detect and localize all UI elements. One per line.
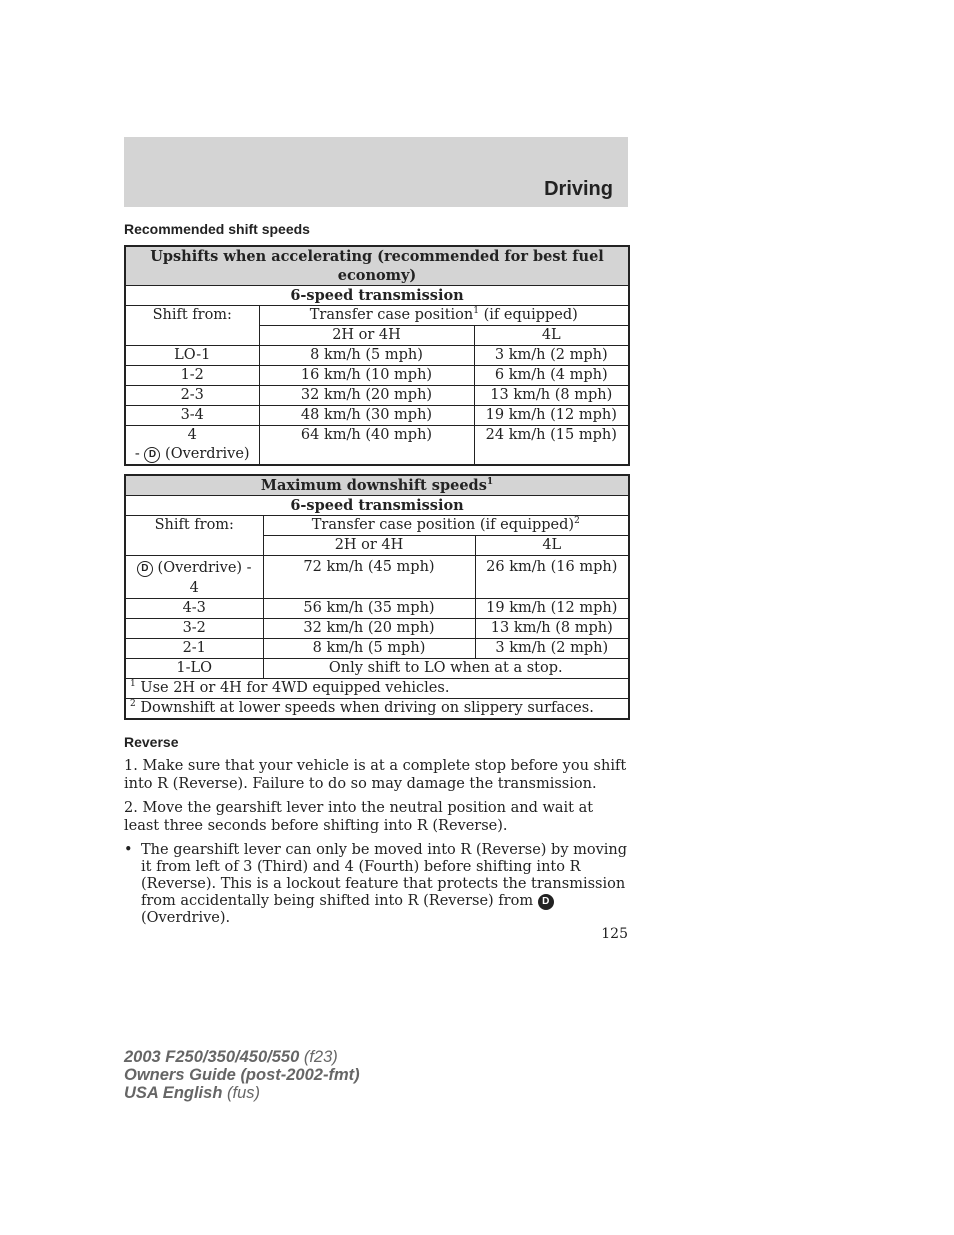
bullet-marker: • (124, 842, 133, 858)
table-row: 1-LO Only shift to LO when at a stop. (125, 659, 629, 679)
reverse-heading: Reverse (124, 734, 179, 750)
upshift-shift-from-header: Shift from: (125, 306, 259, 346)
table-row: 4-3 56 km/h (35 mph) 19 km/h (12 mph) (125, 599, 629, 619)
shift-speeds-heading: Recommended shift speeds (124, 221, 310, 237)
upshift-table-title: Upshifts when accelerating (recommended for best fuel economy) (125, 246, 629, 286)
paragraph: 2. Move the gearshift lever into the neutral position and wait at least three seconds before shifting into R (Reverse). (124, 800, 594, 834)
table-row: D (Overdrive) - 4 72 km/h (45 mph) 26 km/h (16 mph) (125, 556, 629, 599)
upshift-col-2h4h: 2H or 4H (259, 326, 474, 346)
section-header-bar (124, 137, 628, 207)
downshift-transmission-label: 6-speed transmission (125, 496, 629, 516)
table-row: LO-1 8 km/h (5 mph) 3 km/h (2 mph) (125, 346, 629, 366)
section-header-title: Driving (544, 178, 613, 200)
downshift-transfer-case-header: Transfer case position (if equipped)$^2$ (263, 516, 629, 536)
downshift-table-title: Maximum downshift speeds$^1$ (125, 475, 629, 496)
table-row: 3-2 32 km/h (20 mph) 13 km/h (8 mph) (125, 619, 629, 639)
upshift-col-4l: 4L (474, 326, 629, 346)
downshift-col-4l: 4L (475, 536, 629, 556)
table-row: 2-3 32 km/h (20 mph) 13 km/h (8 mph) (125, 386, 629, 406)
table-row: 2-1 8 km/h (5 mph) 3 km/h (2 mph) (125, 639, 629, 659)
overdrive-d-icon: D (144, 447, 160, 463)
table-row: 1-2 16 km/h (10 mph) 6 km/h (4 mph) (125, 366, 629, 386)
table-footnote: $^1$ Use 2H or 4H for 4WD equipped vehicles. (125, 679, 629, 699)
page-number: 125 (601, 926, 628, 942)
overdrive-d-icon: D (538, 894, 554, 910)
upshift-transfer-case-header: Transfer case position$^1$ (if equipped) (259, 306, 629, 326)
downshift-col-2h4h: 2H or 4H (263, 536, 475, 556)
overdrive-d-icon: D (137, 561, 153, 577)
upshift-table (124, 245, 630, 466)
table-row: 4 - D (Overdrive) 64 km/h (40 mph) 24 km/h (15 mph) (125, 426, 629, 466)
downshift-table (124, 474, 630, 720)
table-footnote: $^2$ Downshift at lower speeds when driving on slippery surfaces. (125, 699, 629, 720)
upshift-transmission-label: 6-speed transmission (125, 286, 629, 306)
document-footer: 2003 F250/350/450/550 (f23) Owners Guide (post-2002-fmt) USA English (fus) (124, 1048, 360, 1102)
downshift-shift-from-header: Shift from: (125, 516, 263, 556)
table-row: 3-4 48 km/h (30 mph) 19 km/h (12 mph) (125, 406, 629, 426)
paragraph: 1. Make sure that your vehicle is at a complete stop before you shift into R (Reverse). Failure to do so may damage the transmission. (124, 758, 627, 792)
